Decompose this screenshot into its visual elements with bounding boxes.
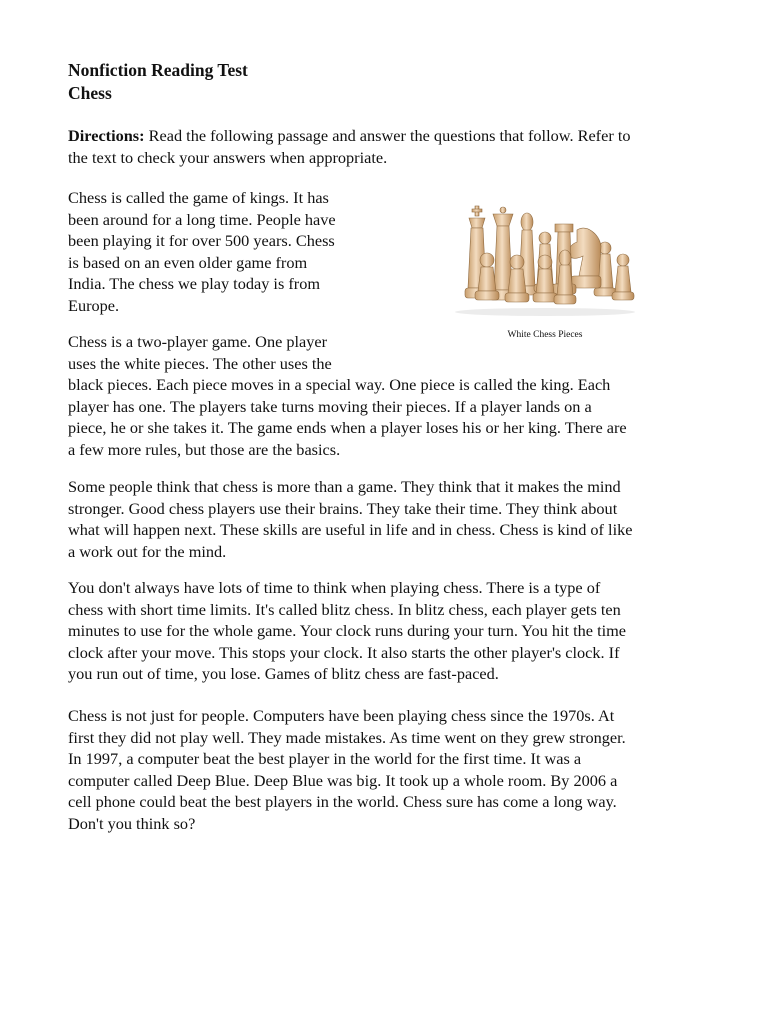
text-line: minutes to use for the whole game. Your clock runs during your turn. You hit the time xyxy=(68,621,627,641)
text-line: you run out of time, you lose. Games of blitz chess are fast-paced. xyxy=(68,664,499,684)
text-line: clock after your move. This stops your clock. It also starts the other player's clock. If xyxy=(68,642,620,662)
text-line: India. The chess we play today is from xyxy=(68,274,320,294)
text-line: Europe. xyxy=(68,295,120,315)
text-line: first they did not play well. They made mistakes. As time went on they grew stronger. xyxy=(68,727,626,747)
text-line: a few more rules, but those are the basics. xyxy=(68,439,341,459)
text-line: black pieces. Each piece moves in a special way. One piece is called the king. Each xyxy=(68,375,611,395)
page-title: Nonfiction Reading Test xyxy=(68,60,248,80)
text-line: In 1997, a computer beat the best player in the world for the first time. It was a xyxy=(68,749,582,769)
text-line: is based on an even older game from xyxy=(68,252,308,272)
text-line: chess with short time limits. It's called blitz chess. In blitz chess, each player gets ten xyxy=(68,599,621,619)
text-line: Some people think that chess is more than a game. They think that it makes the mind xyxy=(68,477,621,496)
chess-pieces-image xyxy=(445,200,645,325)
figure-caption: White Chess Pieces xyxy=(507,330,583,340)
text-line: stronger. Good chess players use their brains. They take their time. They think about xyxy=(68,498,618,518)
text-line: been playing it for over 500 years. Chess xyxy=(68,231,335,251)
paragraph-4 xyxy=(68,577,708,685)
directions-line xyxy=(68,125,708,147)
paragraph-2 xyxy=(68,331,708,461)
page-subtitle: Chess xyxy=(68,83,112,103)
text-line: computer called Deep Blue. Deep Blue was big. It took up a whole room. By 2006 a xyxy=(68,770,618,790)
text-line: player has one. The players take turns moving their pieces. If a player lands on a xyxy=(68,396,592,416)
text-line: Chess is called the game of kings. It has xyxy=(68,188,329,207)
directions-text: Read the following passage and answer the questions that follow. Refer to xyxy=(144,126,631,145)
text-line: uses the white pieces. The other uses the xyxy=(68,353,332,373)
document-header xyxy=(68,59,248,105)
text-line: been around for a long time. People have xyxy=(68,209,336,229)
directions xyxy=(68,125,708,168)
paragraph-5 xyxy=(68,705,708,835)
text-line: Don't you think so? xyxy=(68,813,196,833)
text-line: cell phone could beat the best players in the world. Chess sure has come a long way. xyxy=(68,792,617,812)
text-line: what will happen next. These skills are useful in life and in chess. Chess is kind of like xyxy=(68,520,633,540)
text-line: Chess is a two-player game. One player xyxy=(68,332,328,351)
paragraph-3 xyxy=(68,476,708,562)
directions-label: Directions: xyxy=(68,126,145,145)
chess-pieces-illustration xyxy=(445,200,645,325)
text-line: Chess is not just for people. Computers have been playing chess since the 1970s. At xyxy=(68,706,615,725)
directions-line: the text to check your answers when appropriate. xyxy=(68,147,388,167)
text-line: a work out for the mind. xyxy=(68,541,227,561)
text-line: You don't always have lots of time to think when playing chess. There is a type of xyxy=(68,578,601,597)
text-line: piece, he or she takes it. The game ends when a player loses his or her king. There are xyxy=(68,418,627,438)
